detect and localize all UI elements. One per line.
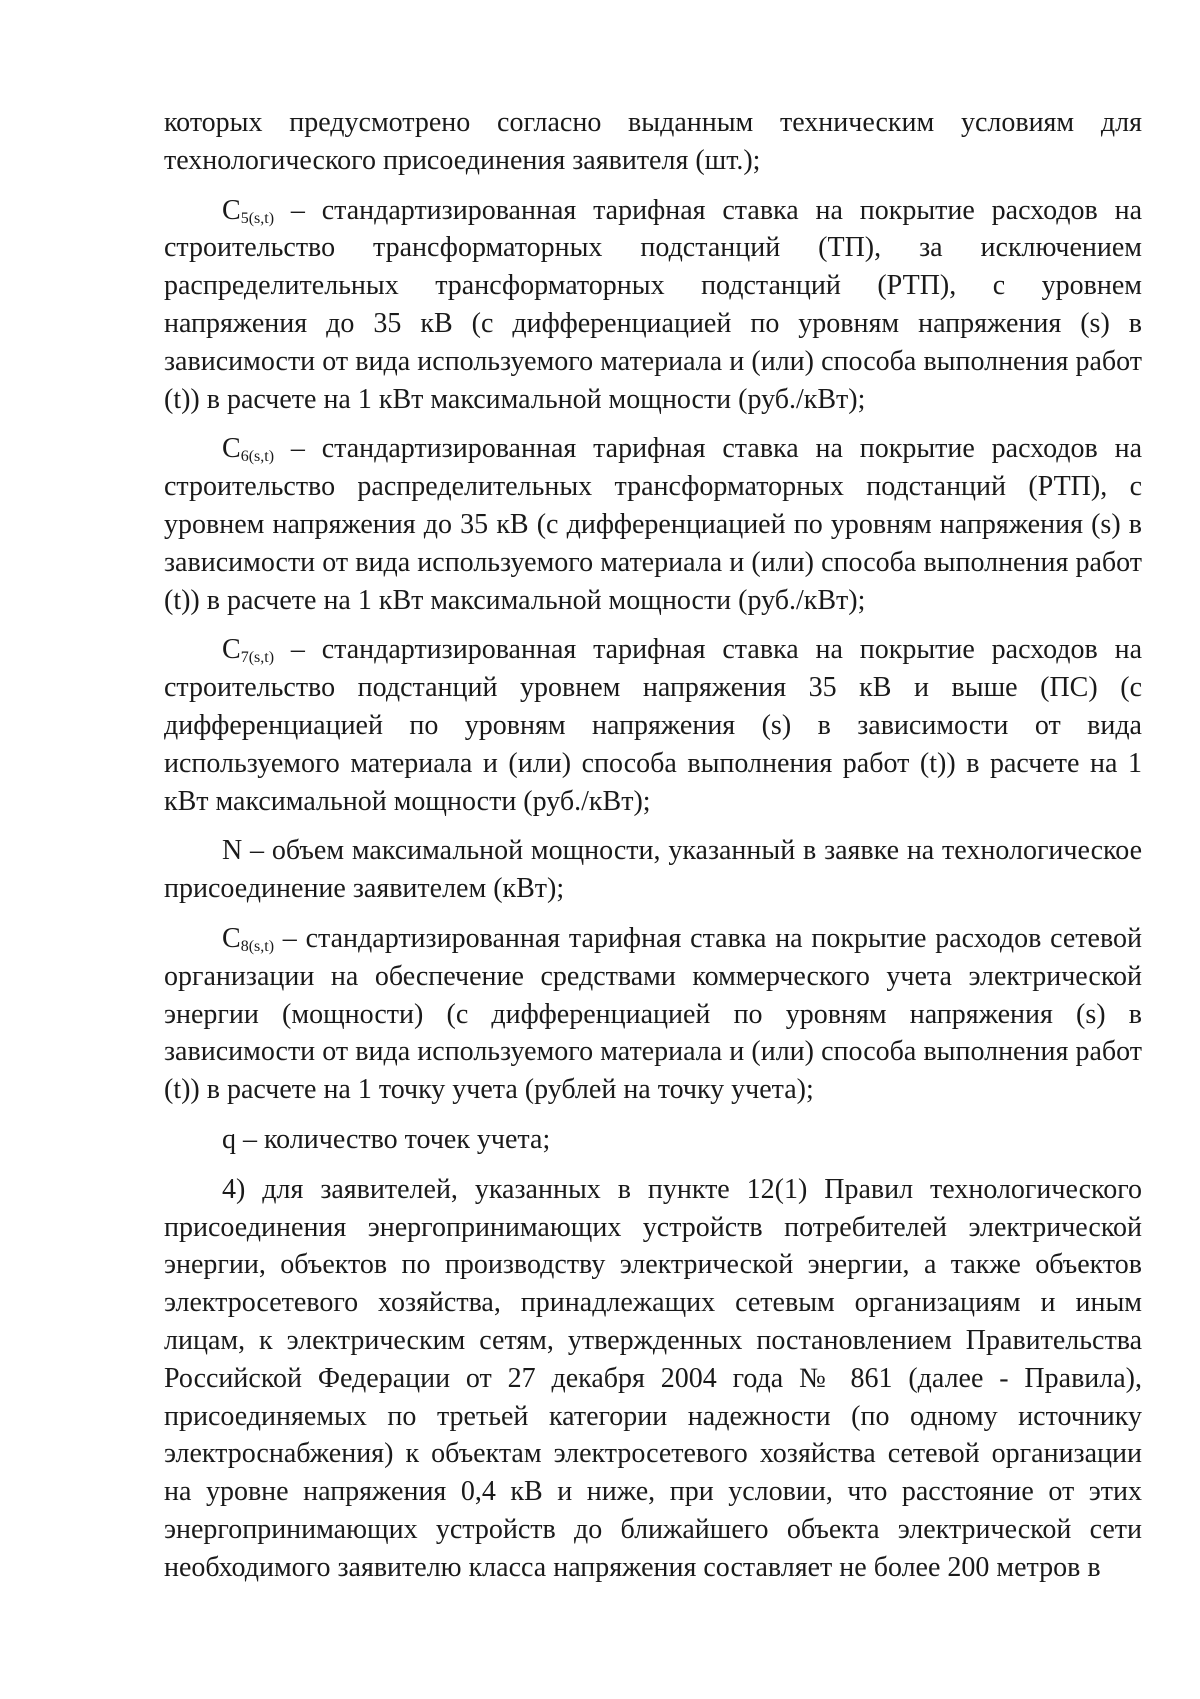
paragraph-continuation	[164, 104, 1142, 180]
paragraph-c6-definition	[164, 430, 1142, 619]
formula-subscript: 5(s,t)	[240, 209, 275, 227]
paragraph-text: которых предусмотрено согласно выданным техническим условиям для технологического присоединения заявителя (шт.);	[164, 107, 1142, 176]
formula-subscript: 6(s,t)	[240, 448, 275, 466]
paragraph-text: – стандартизированная тарифная ставка на покрытие расходов на строительство распределительных трансформаторных подстанций (РТП), с уровнем напряжения до 35 кВ (с дифференциацией по уровням напряжения (s) в зависимости от вида используемого материала и (или) способа выполнения работ (t)) в расчете на 1 кВт максимальной мощности (руб./кВт);	[164, 433, 1142, 616]
formula-symbol: C	[222, 634, 241, 666]
formula-subscript: 7(s,t)	[240, 649, 275, 667]
formula-subscript: 8(s,t)	[240, 937, 275, 955]
paragraph-c7-definition	[164, 631, 1142, 820]
paragraph-item-4	[164, 1171, 1142, 1587]
paragraph-c8-definition	[164, 920, 1142, 1109]
paragraph-text: – стандартизированная тарифная ставка на покрытие расходов на строительство трансформаторных подстанций (ТП), за исключением распределительных трансформаторных подстанций (РТП), с уровнем напряжения до 35 кВ (с дифференциацией по уровням напряжения (s) в зависимости от вида используемого материала и (или) способа выполнения работ (t)) в расчете на 1 кВт максимальной мощности (руб./кВт);	[164, 194, 1142, 415]
paragraph-c5-definition	[164, 192, 1142, 419]
paragraph-text: – стандартизированная тарифная ставка на покрытие расходов на строительство подстанций уровнем напряжения 35 кВ и выше (ПС) (с дифференциацией по уровням напряжения (s) в зависимости от вида используемого материала и (или) способа выполнения работ (t)) в расчете на 1 кВт максимальной мощности (руб./кВт);	[164, 634, 1142, 817]
paragraph-q-definition	[164, 1121, 1142, 1159]
paragraph-n-definition	[164, 832, 1142, 908]
formula-symbol: C	[222, 922, 241, 954]
formula-symbol: C	[222, 433, 241, 465]
paragraph-text: – стандартизированная тарифная ставка на покрытие расходов сетевой организации на обеспечение средствами коммерческого учета электрической энергии (мощности) (с дифференциацией по уровням напряжения (s) в зависимости от вида используемого материала и (или) способа выполнения работ (t)) в расчете на 1 точку учета (рублей на точку учета);	[164, 922, 1142, 1106]
paragraph-text: q – количество точек учета;	[222, 1123, 551, 1155]
formula-symbol: C	[222, 194, 241, 226]
paragraph-text: 4) для заявителей, указанных в пункте 12(1) Правил технологического присоединения энергопринимающих устройств потребителей электрической энергии, объектов по производству электрической энергии, а также объектов электросетевого хозяйства, принадлежащих сетевым организациям и иным лицам, к электрическим сетям, утвержденных постановлением Правительства Российской Федерации от 27 декабря 2004 года № 861 (далее - Правила), присоединяемых по третьей категории надежности (по одному источнику электроснабжения) к объектам электросетевого хозяйства сетевой организации на уровне напряжения 0,4 кВ и ниже, при условии, что расстояние от этих энергопринимающих устройств до ближайшего объекта электрической сети необходимого заявителю класса напряжения составляет не более 200 метров в	[164, 1173, 1142, 1583]
paragraph-text: N – объем максимальной мощности, указанный в заявке на технологическое присоединение заявителем (кВт);	[164, 835, 1142, 905]
document-body	[164, 104, 1142, 1598]
